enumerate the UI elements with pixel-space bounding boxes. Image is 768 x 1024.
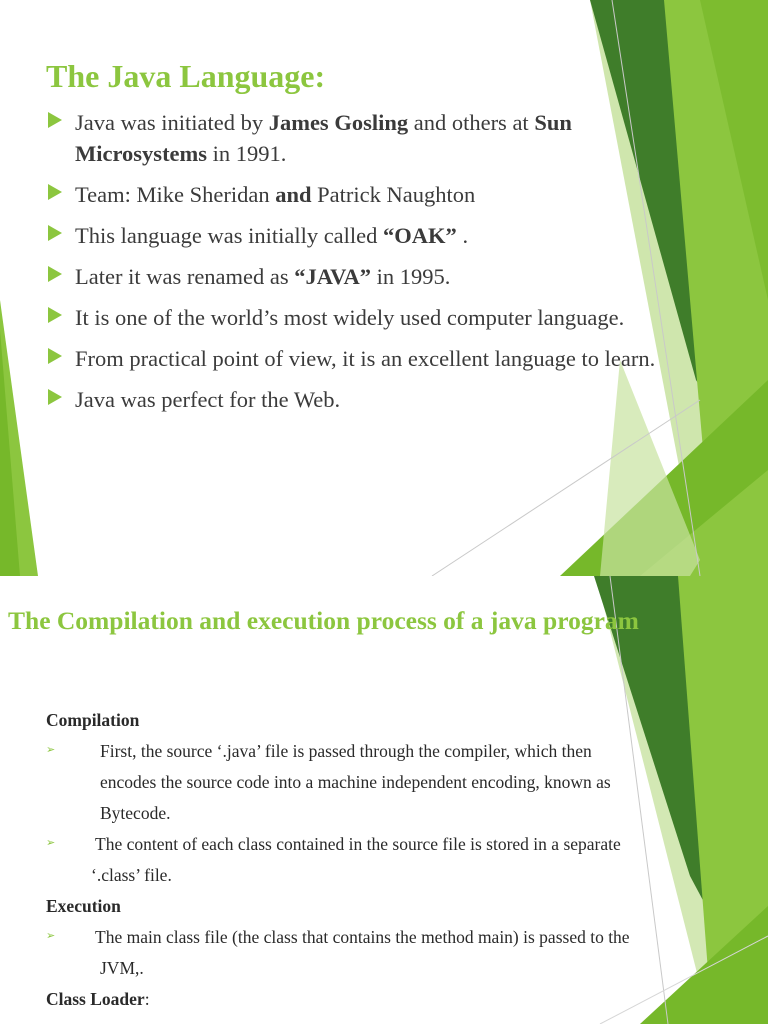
- bullet-arrow-icon: [48, 307, 62, 323]
- bullet-bold-text: “OAK”: [383, 223, 457, 248]
- bullet-arrow-icon: [48, 184, 62, 200]
- bullet-text: Team: Mike Sheridan: [75, 182, 276, 207]
- slide-title: The Compilation and execution process of a java program: [8, 606, 639, 635]
- bullet-item: [48, 107, 708, 169]
- bullet-text: Later it was renamed as: [75, 264, 295, 289]
- bullet-text: Java was perfect for the Web.: [75, 387, 341, 412]
- bullet-text: in 1991.: [207, 141, 287, 166]
- execution-heading: Execution: [46, 896, 121, 916]
- bullet-item: [48, 220, 708, 251]
- bullet-item: [48, 179, 708, 210]
- bullet-text: Patrick Naughton: [311, 182, 476, 207]
- bullet-arrow-icon: [48, 389, 62, 405]
- bullet-arrow-icon: [48, 266, 62, 282]
- bullet-arrow-icon: [48, 225, 62, 241]
- bullet-arrow-icon: [48, 112, 62, 128]
- bullet-arrow-icon: [48, 348, 62, 364]
- bullet-arrow-icon: ➢: [46, 744, 56, 756]
- slide-compilation-process: [0, 576, 768, 1024]
- class-loader-heading: [46, 988, 150, 1010]
- compilation-bullet-1-line-1: First, the source ‘.java’ file is passed through the compiler, which then: [100, 741, 592, 761]
- class-loader-colon: :: [144, 989, 150, 1009]
- compilation-bullet-1-line-2: encodes the source code into a machine independent encoding, known as: [100, 772, 611, 792]
- bullet-text: This language was initially called: [75, 223, 384, 248]
- compilation-bullet-2-line-1: The content of each class contained in the source file is stored in a separate: [95, 834, 621, 854]
- slide-title: The Java Language:: [46, 58, 326, 94]
- bullet-text: and others at: [408, 110, 535, 135]
- bullet-text: It is one of the world’s most widely used computer language.: [75, 305, 625, 330]
- bullet-text: in 1995.: [370, 264, 451, 289]
- execution-bullet-1-line-1: The main class file (the class that contains the method main) is passed to the: [95, 927, 630, 947]
- bullet-text: From practical point of view, it is an excellent language to learn.: [75, 346, 656, 371]
- bullet-item: [48, 384, 708, 415]
- bullet-item: [48, 302, 708, 333]
- bullet-item: [48, 261, 708, 292]
- bullet-arrow-icon: ➢: [46, 930, 56, 942]
- bullet-bold-text: “JAVA”: [294, 264, 371, 289]
- bullet-arrow-icon: ➢: [46, 837, 56, 849]
- bullet-text: Java was initiated by: [75, 110, 269, 135]
- execution-bullet-1-line-2: JVM,.: [100, 958, 144, 978]
- bullet-list: [48, 107, 708, 425]
- bullet-bold-text: and: [275, 182, 312, 207]
- bullet-bold-text: James Gosling: [268, 110, 409, 135]
- compilation-heading: Compilation: [46, 710, 140, 730]
- class-loader-label: Class Loader: [46, 989, 145, 1009]
- compilation-bullet-1-line-3: Bytecode.: [100, 803, 171, 823]
- bullet-text: .: [456, 223, 469, 248]
- bullet-item: [48, 343, 708, 374]
- compilation-bullet-2-line-2: ‘.class’ file.: [91, 865, 172, 885]
- bullet-bold-text: Sun Microsystems: [75, 110, 572, 166]
